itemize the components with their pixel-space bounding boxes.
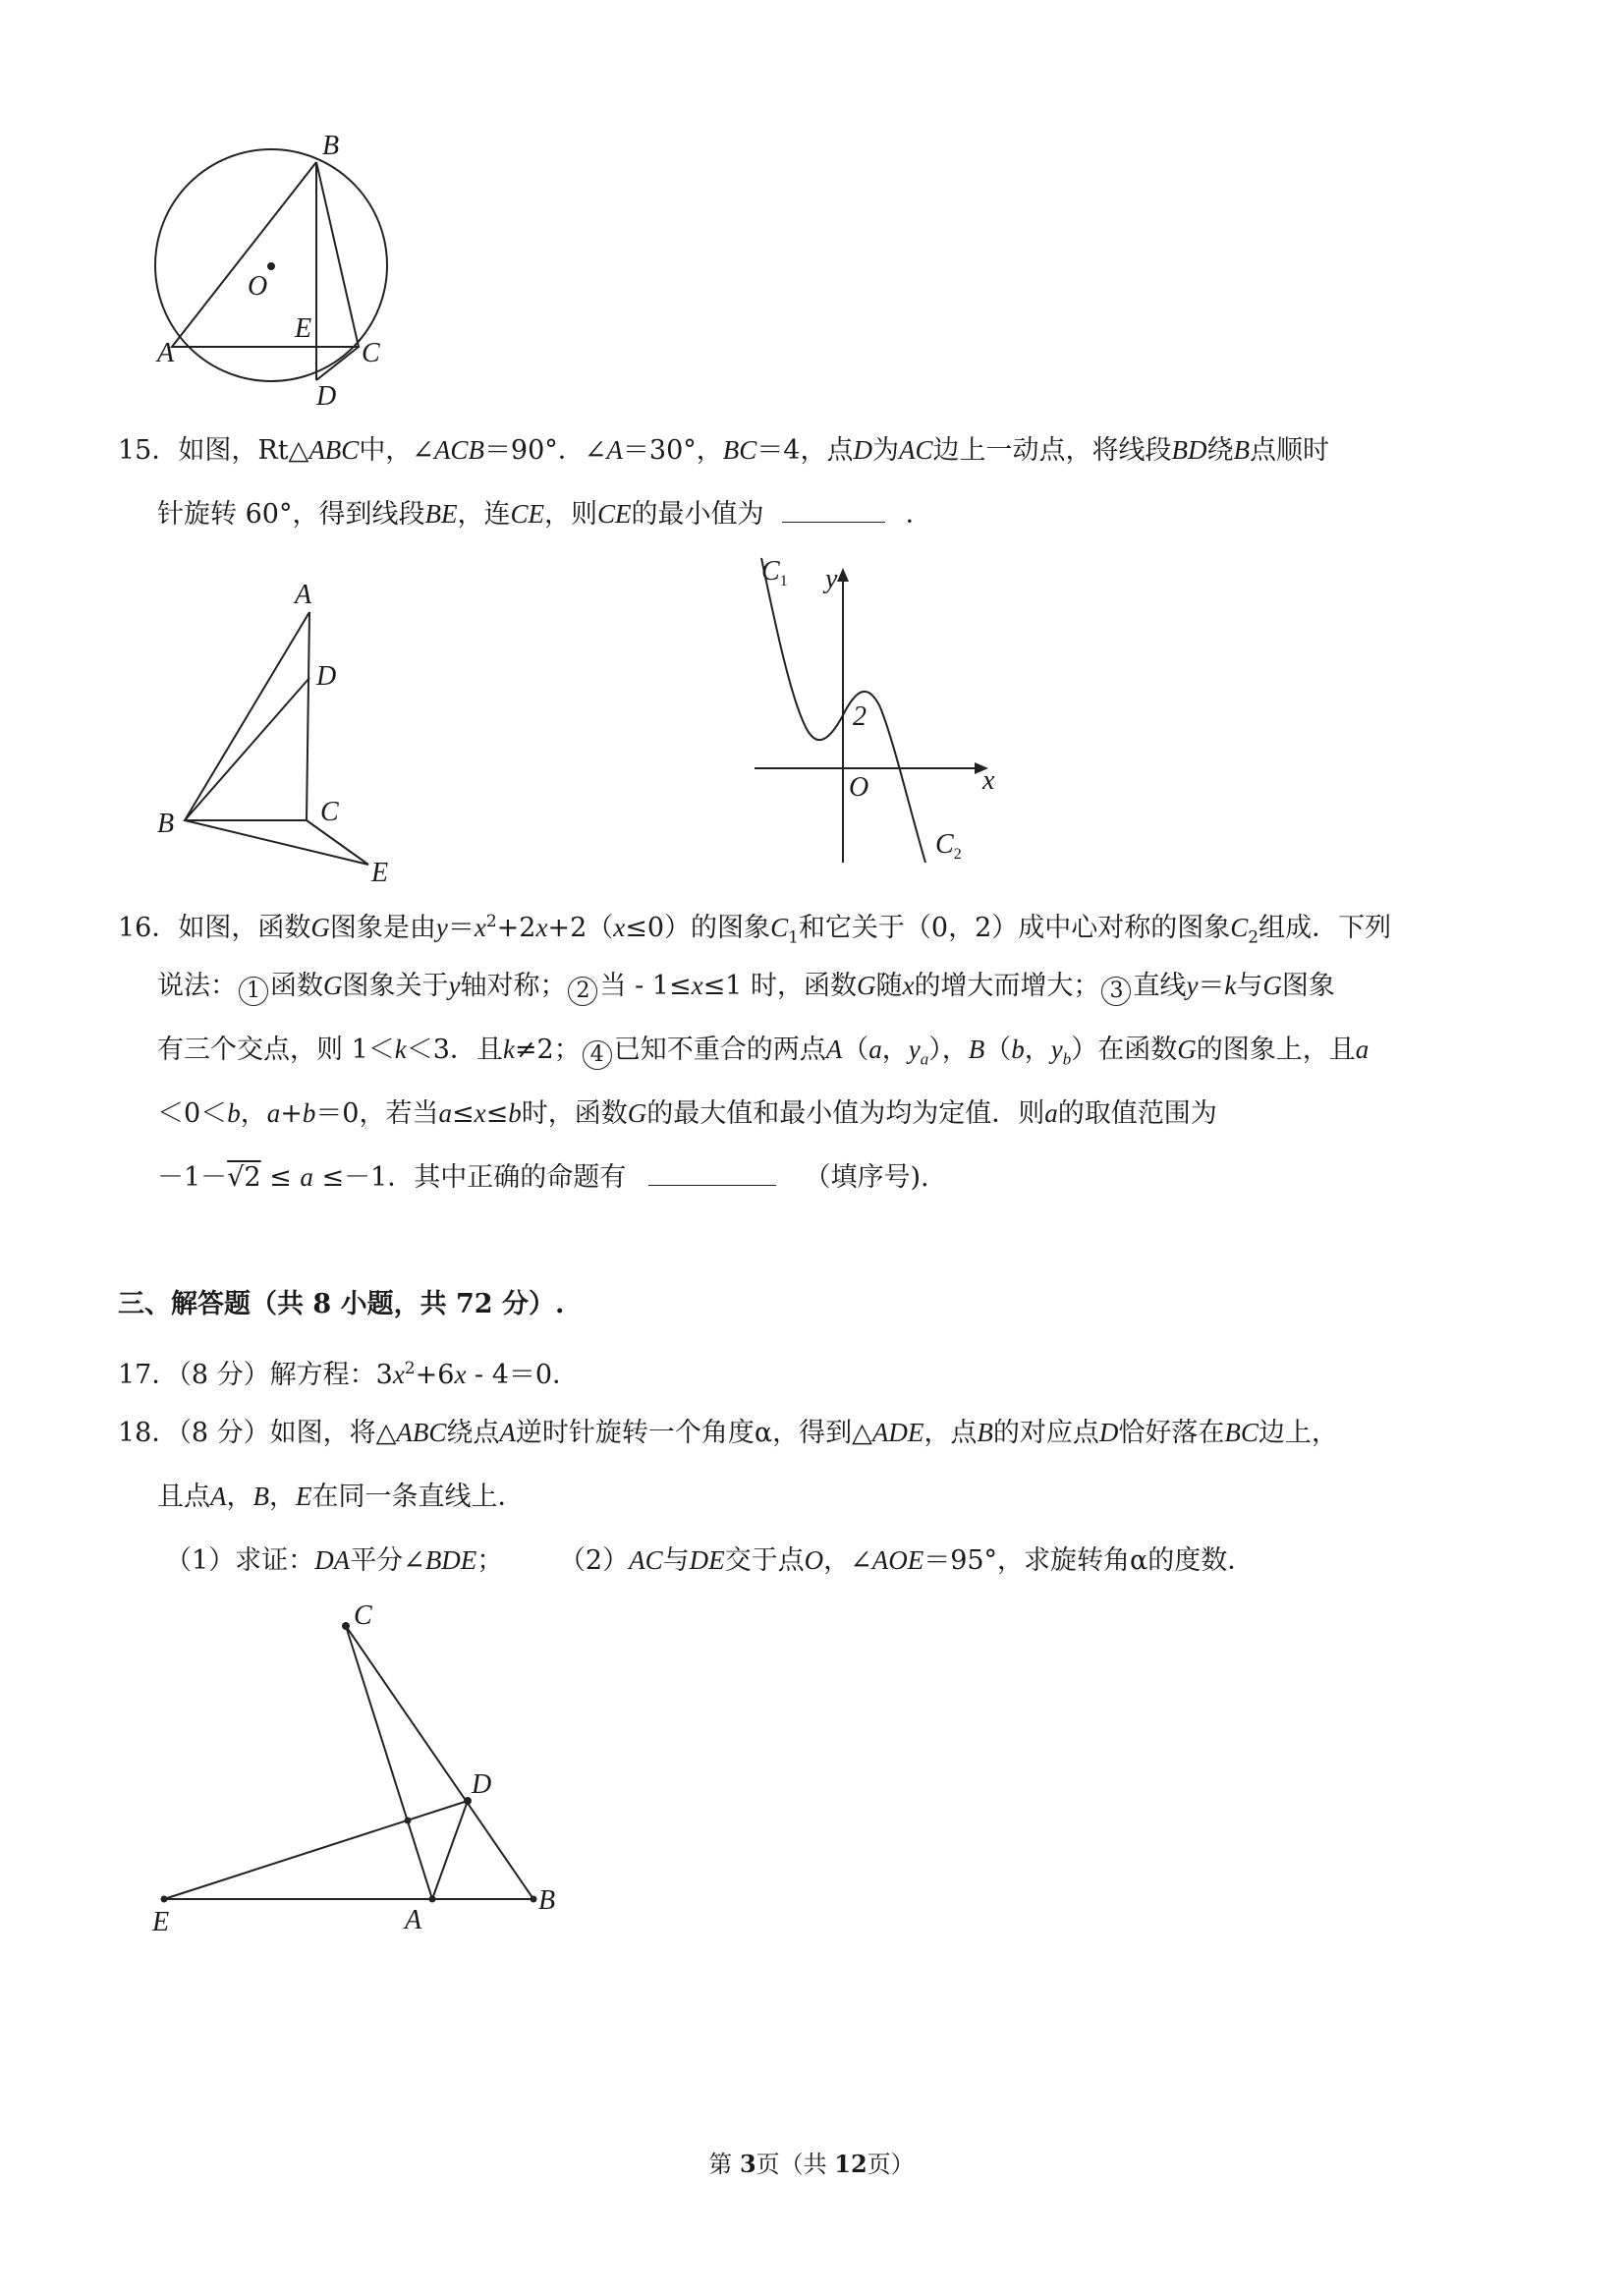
q16-var: G (310, 913, 330, 942)
label-d: D (316, 661, 337, 692)
q17-text: ‐ 4＝0． (466, 1360, 580, 1390)
q18-var: DE (689, 1545, 725, 1575)
q16-text: ≠2； (514, 1035, 581, 1065)
circled-2: 2 (568, 977, 597, 1006)
q16-var: B (968, 1035, 985, 1064)
q16-answer-blank[interactable] (648, 1163, 776, 1186)
q16-var: C (770, 913, 789, 942)
sqrt-2: √2 (227, 1162, 261, 1193)
q16-var: y (1186, 971, 1199, 1000)
y-axis-arrow (837, 568, 849, 582)
q16-var: x (613, 913, 626, 942)
q18-text: 交于点 (724, 1545, 805, 1576)
footer-text: 第 (708, 2151, 740, 2178)
q16-text: ＜0＜ (157, 1098, 228, 1129)
q16-sub: 1 (788, 927, 799, 948)
q16-var: x (535, 913, 548, 942)
q18-text: 的对应点 (992, 1418, 1099, 1448)
q17-text: （8 分）解方程：3 (178, 1360, 393, 1390)
point-b (531, 1896, 537, 1903)
q18-var: O (804, 1545, 824, 1575)
q15-text: 边上一动点，将线段 (932, 435, 1172, 466)
q16-text: （填序号). (804, 1162, 929, 1193)
triangle-cab (346, 1626, 533, 1899)
q18-var: B (977, 1418, 993, 1447)
q16-text: ， (240, 1098, 267, 1129)
q18-var: A (499, 1418, 516, 1447)
q16-text: 函数 (270, 971, 323, 1001)
q16-var: b (227, 1098, 241, 1128)
q16-text: ＝0，若当 (315, 1098, 439, 1129)
q16-text: （ (984, 1035, 1012, 1065)
q18-text: 与 (662, 1545, 690, 1576)
q16-text: ≤－1．其中正确的命题有 (312, 1162, 627, 1193)
q16-text: 的图象上，且 (1196, 1035, 1356, 1065)
q15-text: 如图，Rt△ (178, 435, 309, 466)
q16-text: 图象关于 (342, 971, 449, 1001)
label-o: O (849, 772, 869, 803)
q16-var: a (868, 1035, 882, 1064)
q16-sub: a (920, 1049, 929, 1069)
q18-text: 边上， (1258, 1418, 1338, 1448)
segment-bec (185, 820, 368, 865)
q16-var: b (1011, 1035, 1025, 1064)
segment-ad (432, 1801, 468, 1899)
q16-var: a (300, 1162, 313, 1192)
q16-text: 与 (1236, 971, 1263, 1001)
q16-text: ≤0）的图象 (625, 913, 771, 943)
point-o (405, 1818, 412, 1824)
q16-text: ≤1 时，函数 (702, 971, 857, 1001)
q16-text: 随 (875, 971, 903, 1001)
q16-text: ≤ (260, 1162, 301, 1193)
q18-var: ADE (871, 1418, 924, 1447)
page-footer (0, 2145, 1623, 2179)
q17-number: 17． (118, 1360, 179, 1390)
q15-text: 针旋转 60°，得到线段 (157, 499, 425, 530)
q16-sub: b (1062, 1049, 1072, 1069)
q16-text: 的取值范围为 (1057, 1098, 1217, 1129)
q16-text: 时，函数 (521, 1098, 628, 1129)
q18-text: ， (269, 1482, 296, 1512)
q18-var: A (210, 1482, 227, 1511)
q16-text: 的增大而增大； (914, 971, 1100, 1001)
q15-text: ，连 (457, 499, 511, 530)
q18-text: （8 分）如图，将△ (178, 1418, 397, 1448)
q18-line3 (165, 1542, 1254, 1579)
q16-text: （ (842, 1035, 869, 1065)
rotation-figure-18 (147, 1596, 580, 1950)
q15-var: BC (722, 435, 757, 465)
q15-text: 点顺时 (1250, 435, 1329, 466)
q17-var: x (392, 1360, 405, 1389)
label-b: B (322, 131, 340, 161)
circled-1: 1 (239, 977, 268, 1006)
label-y: y (825, 564, 838, 594)
q16-text: ， (881, 1035, 909, 1065)
q16-line4 (157, 1095, 1217, 1132)
q18-text: 平分∠ (350, 1545, 425, 1576)
q16-var: a (438, 1098, 452, 1128)
q16-text: 直线 (1133, 971, 1187, 1001)
q16-text: 有三个交点，则 1＜ (157, 1035, 395, 1065)
label-o: O (248, 271, 268, 302)
q15-var: D (853, 435, 872, 465)
label-c1: $C_1$ (761, 556, 788, 589)
label-d: D (472, 1769, 492, 1800)
q17 (118, 1351, 579, 1393)
q18-var: E (296, 1482, 312, 1511)
label-a: A (295, 580, 312, 610)
q18-line2 (157, 1479, 525, 1515)
q16-text: 当 ‐ 1≤ (599, 971, 692, 1001)
q17-var: x (454, 1360, 467, 1389)
q15-text: ． (905, 499, 932, 530)
q16-line2 (157, 968, 1335, 1006)
q16-var: k (1224, 971, 1237, 1000)
q16-var: y (908, 1035, 921, 1064)
q15-line2 (157, 496, 932, 532)
q16-var: G (1177, 1035, 1197, 1064)
label-c: C (362, 338, 380, 368)
q16-var: y (1050, 1035, 1063, 1064)
q16-var: A (825, 1035, 843, 1064)
q17-text: +6 (415, 1360, 455, 1390)
q16-text: ＜3．且 (406, 1035, 503, 1065)
q16-text: + (280, 1098, 303, 1129)
q18-text: ，∠ (823, 1545, 872, 1576)
point-e (161, 1896, 168, 1903)
q18-text: 在同一条直线上． (311, 1482, 525, 1512)
footer-text: 页） (867, 2151, 915, 2178)
q16-line1 (118, 904, 1391, 955)
center-dot (267, 262, 275, 270)
footer-text: 页（共 (756, 2151, 835, 2178)
q16-var: b (302, 1098, 316, 1128)
point-c (342, 1622, 350, 1630)
label-c: C (320, 797, 339, 827)
q16-var: a (266, 1098, 281, 1128)
segment-bd (185, 678, 309, 820)
q18-text: （2） (558, 1545, 630, 1576)
q16-var: x (691, 971, 703, 1000)
q16-text: 已知不重合的两点 (613, 1035, 826, 1065)
q16-text: 的最大值和最小值为均为定值．则 (646, 1098, 1045, 1129)
label-x: x (982, 765, 995, 796)
q18-text: ＝95°，求旋转角α的度数． (923, 1545, 1255, 1576)
q18-text: 恰好落在 (1118, 1418, 1225, 1448)
q16-var: a (1355, 1035, 1370, 1064)
q15-var: ABC (308, 435, 360, 465)
q15-text: 的最小值为 (631, 499, 764, 530)
q16-var: a (1044, 1098, 1058, 1128)
q18-text: （1）求证： (165, 1545, 315, 1576)
q16-var: G (856, 971, 876, 1000)
q18-var: BC (1224, 1418, 1259, 1447)
label-d: D (316, 381, 337, 408)
q16-var: x (474, 1098, 486, 1128)
q16-text: ≤ (485, 1098, 509, 1129)
q15-var: A (606, 435, 623, 465)
q18-var: B (252, 1482, 269, 1511)
label-a: A (405, 1905, 422, 1935)
total-pages: 12 (834, 2150, 867, 2178)
q16-text: 轴对称； (460, 971, 567, 1001)
q18-var: AOE (871, 1545, 924, 1575)
q15-text: 为 (871, 435, 899, 466)
label-c2: $C_2$ (935, 829, 962, 863)
label-e: E (371, 858, 389, 888)
q18-var: D (1098, 1418, 1119, 1447)
q16-text: ， (1024, 1035, 1051, 1065)
q16-text: 图象是由 (329, 913, 436, 943)
q16-var: G (627, 1098, 647, 1128)
segment-ed (164, 1801, 468, 1899)
q16-text: 组成．下列 (1259, 913, 1392, 943)
q16-text: 如图，函数 (178, 913, 311, 943)
q15-var: CE (510, 499, 544, 529)
q16-var: y (448, 971, 461, 1000)
label-e: E (295, 313, 312, 344)
q18-number: 18． (118, 1418, 179, 1448)
q18-var: AC (629, 1545, 663, 1575)
q16-var: G (323, 971, 343, 1000)
q18-text: ，点 (923, 1418, 978, 1448)
q16-text: 图象 (1281, 971, 1335, 1001)
q15-text: ＝4，点 (756, 435, 854, 466)
label-a: A (157, 338, 175, 368)
triangle-abc (172, 162, 359, 347)
q18-line1 (118, 1415, 1338, 1451)
q16-text: 和它关于（0，2）成中心对称的图象 (798, 913, 1231, 943)
q16-number: 16． (118, 913, 179, 943)
q18-var: DA (314, 1545, 351, 1575)
q15-text: ＝30°， (622, 435, 723, 466)
q16-line5 (157, 1159, 929, 1196)
page-number: 3 (739, 2150, 756, 2178)
q18-text: 逆时针旋转一个角度α，得到△ (515, 1418, 872, 1448)
q15-text: 中，∠ (359, 435, 434, 466)
q15-var: ACB (433, 435, 484, 465)
q16-text: 说法： (157, 971, 237, 1001)
q17-sup: 2 (404, 1359, 416, 1378)
q16-var: b (508, 1098, 522, 1128)
q16-sub: 2 (1248, 927, 1259, 948)
section-3-heading: 三、解答题（共 8 小题，共 72 分）. (118, 1289, 565, 1319)
label-2: 2 (853, 701, 867, 732)
q16-line3 (157, 1032, 1369, 1077)
circled-4: 4 (583, 1040, 612, 1070)
q16-var: y (435, 913, 448, 942)
label-c: C (354, 1600, 372, 1631)
q15-var: B (1233, 435, 1250, 465)
q15-var: BE (424, 499, 458, 529)
point-d (464, 1797, 472, 1805)
q16-text: ≤ (452, 1098, 475, 1129)
q16-text: ＝ (447, 913, 475, 943)
q16-var: C (1230, 913, 1249, 942)
q18-text: 绕点 (446, 1418, 500, 1448)
q18-text: 且点 (157, 1482, 210, 1512)
label-b: B (538, 1885, 556, 1916)
q16-var: x (474, 913, 486, 942)
q16-var: G (1262, 971, 1282, 1000)
q15-number: 15． (118, 435, 179, 466)
label-b: B (157, 809, 175, 839)
q16-text: ）在函数 (1071, 1035, 1178, 1065)
q16-var: k (394, 1035, 407, 1064)
circle-figure (147, 123, 403, 408)
q16-text: +2（ (547, 913, 614, 943)
triangle-figure-15 (147, 575, 403, 889)
label-e: E (152, 1907, 170, 1937)
q16-sup: 2 (485, 912, 497, 931)
line-dc (316, 347, 359, 380)
q18-var: ABC (396, 1418, 447, 1447)
q18-var: BDE (424, 1545, 477, 1575)
q16-var: x (902, 971, 915, 1000)
point-a (429, 1896, 436, 1903)
q18-text: ； (476, 1545, 504, 1576)
q15-var: CE (596, 499, 632, 529)
circled-3: 3 (1101, 977, 1131, 1006)
q16-text: ）， (928, 1035, 969, 1065)
graph-figure-16 (747, 550, 1032, 874)
q16-text: －1－ (157, 1162, 228, 1193)
q15-var: AC (898, 435, 933, 465)
segment-abc (185, 612, 309, 820)
q15-text: ，则 (543, 499, 597, 530)
q15-var: BD (1171, 435, 1207, 465)
q16-var: k (502, 1035, 515, 1064)
q16-text: +2 (496, 913, 536, 943)
q15-text: ＝90°．∠ (483, 435, 607, 466)
q15-text: 绕 (1206, 435, 1234, 466)
q15-line1 (118, 432, 1329, 469)
q18-text: ， (226, 1482, 253, 1512)
q16-text: ＝ (1198, 971, 1225, 1001)
q15-answer-blank[interactable] (782, 500, 885, 523)
